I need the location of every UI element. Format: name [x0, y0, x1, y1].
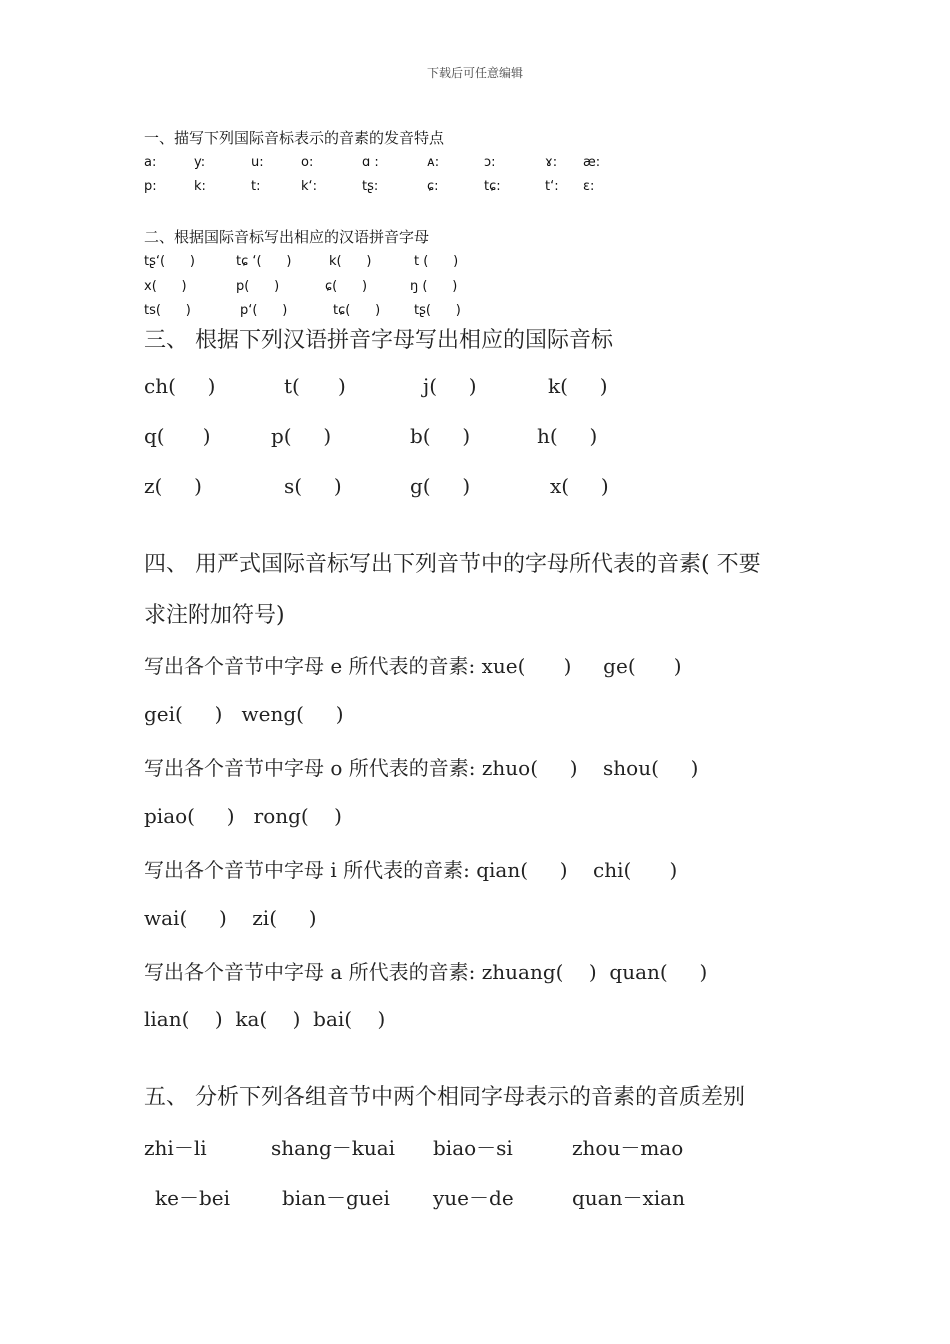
pinyin-blank: p( ) — [271, 424, 332, 448]
section3-title: 三、 根据下列汉语拼音字母写出相应的国际音标 — [144, 328, 613, 353]
ipa-blank: ɕ( ) — [325, 279, 368, 294]
pinyin-blank: h( ) — [537, 424, 598, 448]
ipa-item: ɔ: — [484, 155, 496, 170]
syllable-pair: ke－bei — [155, 1186, 230, 1210]
ipa-blank: x( ) — [144, 279, 187, 294]
section1-title: 一、描写下列国际音标表示的音素的发音特点 — [144, 129, 445, 147]
syllable-pair: biao－si — [433, 1136, 513, 1160]
ipa-item: tɕ: — [484, 179, 501, 194]
ipa-blank: p‘( ) — [240, 303, 288, 318]
syllable-pair: zhou－mao — [572, 1136, 684, 1160]
ipa-blank: ŋ ( ) — [410, 279, 458, 294]
ipa-item: ɛ: — [583, 179, 595, 194]
ipa-item: p: — [144, 179, 157, 194]
a-question-cont: lian( ) ka( ) bai( ) — [144, 1007, 386, 1031]
ipa-item: k: — [194, 179, 206, 194]
ipa-item: ɤ: — [545, 155, 558, 170]
syllable-pair: bian－guei — [282, 1186, 390, 1210]
ipa-item: a: — [144, 155, 157, 170]
syllable-pair: yue－de — [433, 1186, 514, 1210]
ipa-item: tʂ: — [362, 179, 379, 194]
pinyin-blank: z( ) — [144, 474, 202, 498]
ipa-item: o: — [301, 155, 314, 170]
ipa-blank: ts( ) — [144, 303, 191, 318]
section5-title: 五、 分析下列各组音节中两个相同字母表示的音素的音质差别 — [144, 1085, 745, 1110]
pinyin-blank: k( ) — [548, 374, 608, 398]
ipa-item: k‘: — [301, 179, 318, 194]
o-question: 写出各个音节中字母 o 所代表的音素: zhuo( ) shou( ) — [144, 756, 699, 780]
pinyin-blank: ch( ) — [144, 374, 216, 398]
ipa-blank: tʂ‘( ) — [144, 254, 195, 269]
ipa-item: t: — [251, 179, 261, 194]
pinyin-blank: t( ) — [284, 374, 346, 398]
ipa-item: æ: — [583, 155, 601, 170]
ipa-blank: p( ) — [236, 279, 280, 294]
ipa-item: ᴀ: — [427, 155, 440, 170]
section2-title: 二、根据国际音标写出相应的汉语拼音字母 — [144, 228, 430, 246]
i-question: 写出各个音节中字母 i 所代表的音素: qian( ) chi( ) — [144, 858, 678, 882]
ipa-blank: t ( ) — [414, 254, 459, 269]
ipa-item: u: — [251, 155, 264, 170]
ipa-blank: tɕ( ) — [333, 303, 381, 318]
pinyin-blank: s( ) — [284, 474, 342, 498]
page-header: 下载后可任意编辑 — [426, 66, 523, 80]
e-question: 写出各个音节中字母 e 所代表的音素: xue( ) ge( ) — [144, 654, 682, 678]
i-question-cont: wai( ) zi( ) — [144, 906, 317, 930]
syllable-pair: shang－kuai — [271, 1136, 396, 1160]
ipa-item: t‘: — [545, 179, 559, 194]
pinyin-blank: g( ) — [410, 474, 471, 498]
ipa-blank: k( ) — [329, 254, 372, 269]
pinyin-blank: b( ) — [410, 424, 471, 448]
pinyin-blank: q( ) — [144, 424, 211, 448]
syllable-pair: quan－xian — [572, 1186, 685, 1210]
ipa-item: ɑ : — [362, 155, 379, 170]
pinyin-blank: x( ) — [550, 474, 609, 498]
syllable-pair: zhi－li — [144, 1136, 207, 1160]
ipa-item: ɕ: — [427, 179, 439, 194]
pinyin-blank: j( ) — [423, 374, 477, 398]
section4-title: 四、 用严式国际音标写出下列音节中的字母所代表的音素( 不要 — [144, 552, 761, 577]
ipa-blank: tʂ( ) — [414, 303, 461, 318]
a-question: 写出各个音节中字母 a 所代表的音素: zhuang( ) quan( ) — [144, 960, 708, 984]
section4-title-cont: 求注附加符号) — [144, 603, 285, 628]
ipa-blank: tɕ ‘( ) — [236, 254, 292, 269]
o-question-cont: piao( ) rong( ) — [144, 804, 342, 828]
e-question-cont: gei( ) weng( ) — [144, 702, 344, 726]
ipa-item: y: — [194, 155, 206, 170]
